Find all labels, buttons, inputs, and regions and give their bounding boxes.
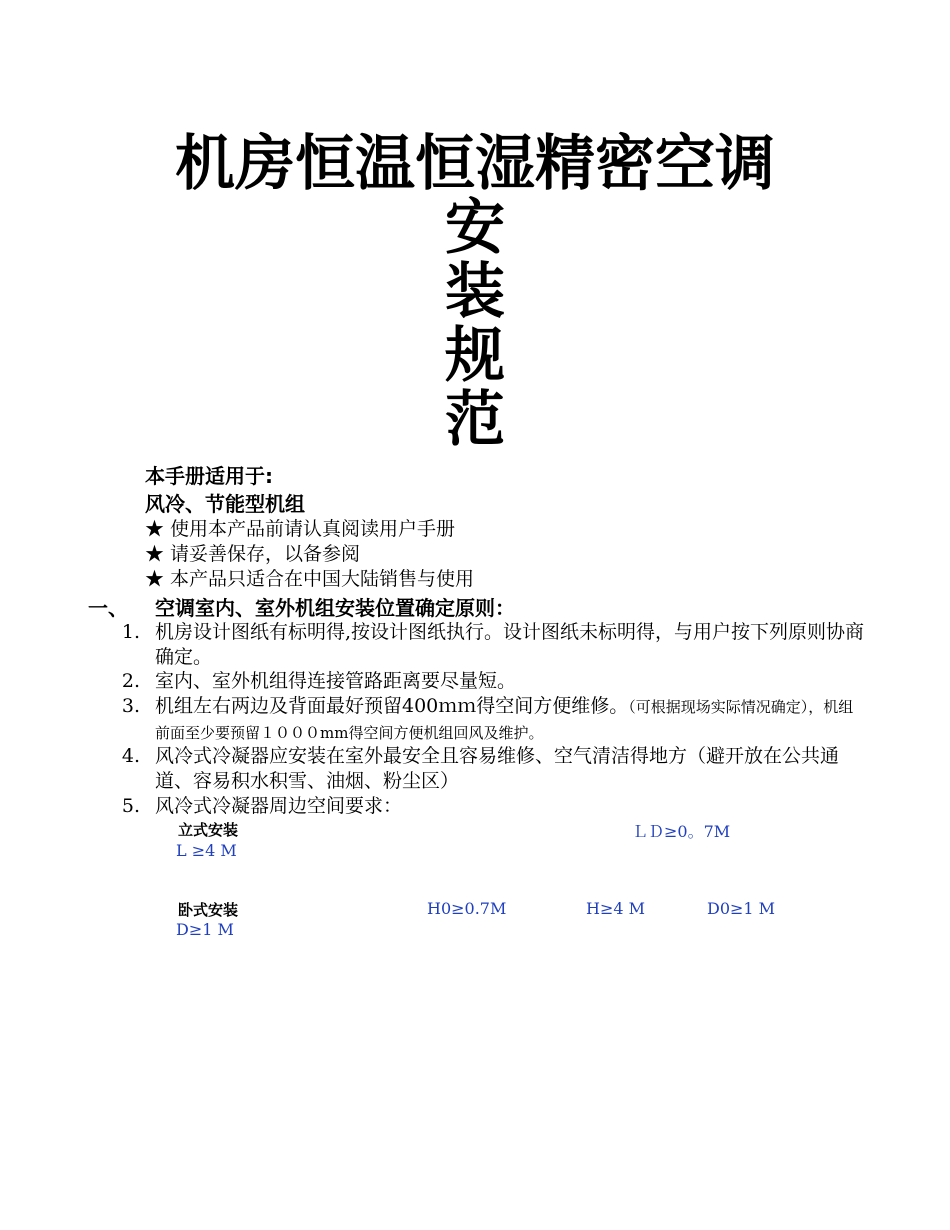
- horizontal-h-spec: H≥4 M: [586, 899, 646, 918]
- list-item-number: 4.: [121, 745, 140, 767]
- horizontal-d-spec: D≥1 M: [176, 920, 234, 939]
- document-title-char-4: 规: [445, 321, 505, 391]
- document-title-line-1: 机房恒温恒湿精密空调: [175, 129, 775, 199]
- list-item-text: 风冷式冷凝器周边空间要求：: [155, 795, 403, 817]
- list-item-text: [155, 694, 865, 746]
- list-item-text-note: （可根据现场实际情况确定），机组前面至少要预留１０００mm得空间方便机组回风及维护。: [155, 698, 854, 742]
- model-types: 风冷、节能型机组: [145, 492, 305, 516]
- list-item-text: 室内、室外机组得连接管路距离要尽量短。: [155, 670, 517, 692]
- note-keep-manual: ★ 请妥善保存，以备参阅: [145, 543, 361, 565]
- vertical-l-spec: L ≥4 M: [176, 841, 237, 860]
- applies-to-label: 本手册适用于:: [145, 464, 273, 488]
- list-item-number: 5.: [121, 795, 140, 817]
- document-title-char-5: 范: [445, 385, 505, 455]
- list-item-text: 机房设计图纸有标明得,按设计图纸执行。设计图纸未标明得，与用户按下列原则协商确定。: [155, 621, 865, 668]
- section-heading: 空调室内、室外机组安装位置确定原则：: [155, 596, 515, 620]
- vertical-ld-spec: ＬＤ≥0。7M: [632, 822, 731, 841]
- note-sales-region: ★ 本产品只适合在中国大陆销售与使用: [145, 568, 475, 590]
- list-item-number: 2.: [121, 670, 140, 692]
- horizontal-install-label: 卧式安装: [178, 901, 239, 919]
- list-item-number: 3.: [121, 695, 140, 717]
- vertical-install-label: 立式安装: [178, 821, 239, 839]
- horizontal-h0-spec: H0≥0.7M: [427, 899, 507, 918]
- list-item-text-main: 机组左右两边及背面最好预留400ｍｍ得空间方便维修。: [155, 695, 629, 717]
- note-read-manual: ★ 使用本产品前请认真阅读用户手册: [145, 518, 456, 540]
- list-item-text: 风冷式冷凝器应安装在室外最安全且容易维修、空气清洁得地方（避开放在公共通道、容易积水积雪、油烟、粉尘区）: [155, 745, 840, 792]
- horizontal-d0-spec: D0≥1 M: [707, 899, 776, 918]
- document-title-char-3: 装: [445, 257, 505, 327]
- section-number: 一、: [88, 596, 128, 620]
- document-title-char-2: 安: [445, 193, 505, 263]
- list-item-number: 1.: [121, 621, 140, 643]
